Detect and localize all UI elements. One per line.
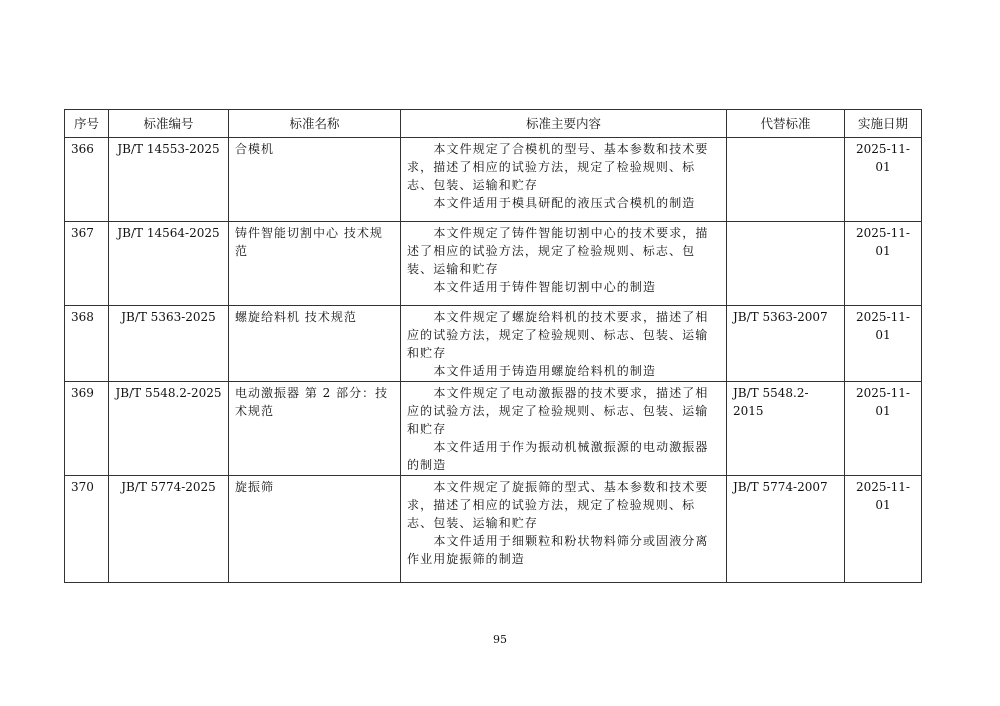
content-paragraph: 本文件规定了旋振筛的型式、基本参数和技术要求，描述了相应的试验方法，规定了检验规则、标志、包装、运输和贮存	[407, 480, 709, 530]
row-replaced	[727, 222, 845, 306]
table-row	[65, 138, 922, 222]
row-replaced: JB/T 5548.2-2015	[727, 382, 845, 476]
row-name: 电动激振器 第 2 部分：技术规范	[229, 382, 401, 476]
row-code: JB/T 5363-2025	[109, 306, 229, 382]
table-row	[65, 382, 922, 476]
row-name: 螺旋给料机 技术规范	[229, 306, 401, 382]
header-replaced: 代替标准	[727, 110, 845, 138]
row-name: 合模机	[229, 138, 401, 222]
row-code: JB/T 5548.2-2025	[109, 382, 229, 476]
row-date: 2025-11-01	[845, 138, 922, 222]
page-number: 95	[493, 633, 507, 646]
content-paragraph: 本文件适用于模具研配的液压式合模机的制造	[433, 196, 696, 210]
header-code: 标准编号	[109, 110, 229, 138]
row-replaced	[727, 138, 845, 222]
row-code: JB/T 14564-2025	[109, 222, 229, 306]
table-row	[65, 222, 922, 306]
content-paragraph: 本文件规定了合模机的型号、基本参数和技术要求，描述了相应的试验方法，规定了检验规则、标志、包装、运输和贮存	[407, 142, 709, 192]
row-date: 2025-11-01	[845, 306, 922, 382]
row-content	[401, 306, 727, 382]
row-replaced: JB/T 5363-2007	[727, 306, 845, 382]
row-name: 铸件智能切割中心 技术规范	[229, 222, 401, 306]
content-paragraph: 本文件适用于铸造用螺旋给料机的制造	[433, 364, 657, 378]
header-row	[65, 110, 922, 138]
row-date: 2025-11-01	[845, 476, 922, 583]
row-seq: 368	[65, 306, 109, 382]
content-paragraph: 本文件适用于细颗粒和粉状物料筛分或固液分离作业用旋振筛的制造	[407, 534, 709, 566]
row-content	[401, 222, 727, 306]
row-content	[401, 138, 727, 222]
content-paragraph: 本文件规定了铸件智能切割中心的技术要求，描述了相应的试验方法，规定了检验规则、标志、包装、运输和贮存	[407, 226, 709, 276]
standards-table	[64, 109, 922, 583]
row-name: 旋振筛	[229, 476, 401, 583]
content-paragraph: 本文件适用于作为振动机械激振源的电动激振器的制造	[407, 440, 709, 472]
row-date: 2025-11-01	[845, 222, 922, 306]
row-seq: 367	[65, 222, 109, 306]
header-content: 标准主要内容	[401, 110, 727, 138]
content-paragraph: 本文件适用于铸件智能切割中心的制造	[433, 280, 657, 294]
row-content	[401, 382, 727, 476]
header-date: 实施日期	[845, 110, 922, 138]
row-code: JB/T 5774-2025	[109, 476, 229, 583]
content-paragraph: 本文件规定了电动激振器的技术要求，描述了相应的试验方法，规定了检验规则、标志、包装、运输和贮存	[407, 386, 709, 436]
row-seq: 370	[65, 476, 109, 583]
table-row	[65, 306, 922, 382]
header-name: 标准名称	[229, 110, 401, 138]
row-date: 2025-11-01	[845, 382, 922, 476]
content-paragraph: 本文件规定了螺旋给料机的技术要求，描述了相应的试验方法，规定了检验规则、标志、包装、运输和贮存	[407, 310, 709, 360]
row-replaced: JB/T 5774-2007	[727, 476, 845, 583]
row-content	[401, 476, 727, 583]
row-seq: 369	[65, 382, 109, 476]
table-row	[65, 476, 922, 583]
row-seq: 366	[65, 138, 109, 222]
row-code: JB/T 14553-2025	[109, 138, 229, 222]
header-seq: 序号	[65, 110, 109, 138]
